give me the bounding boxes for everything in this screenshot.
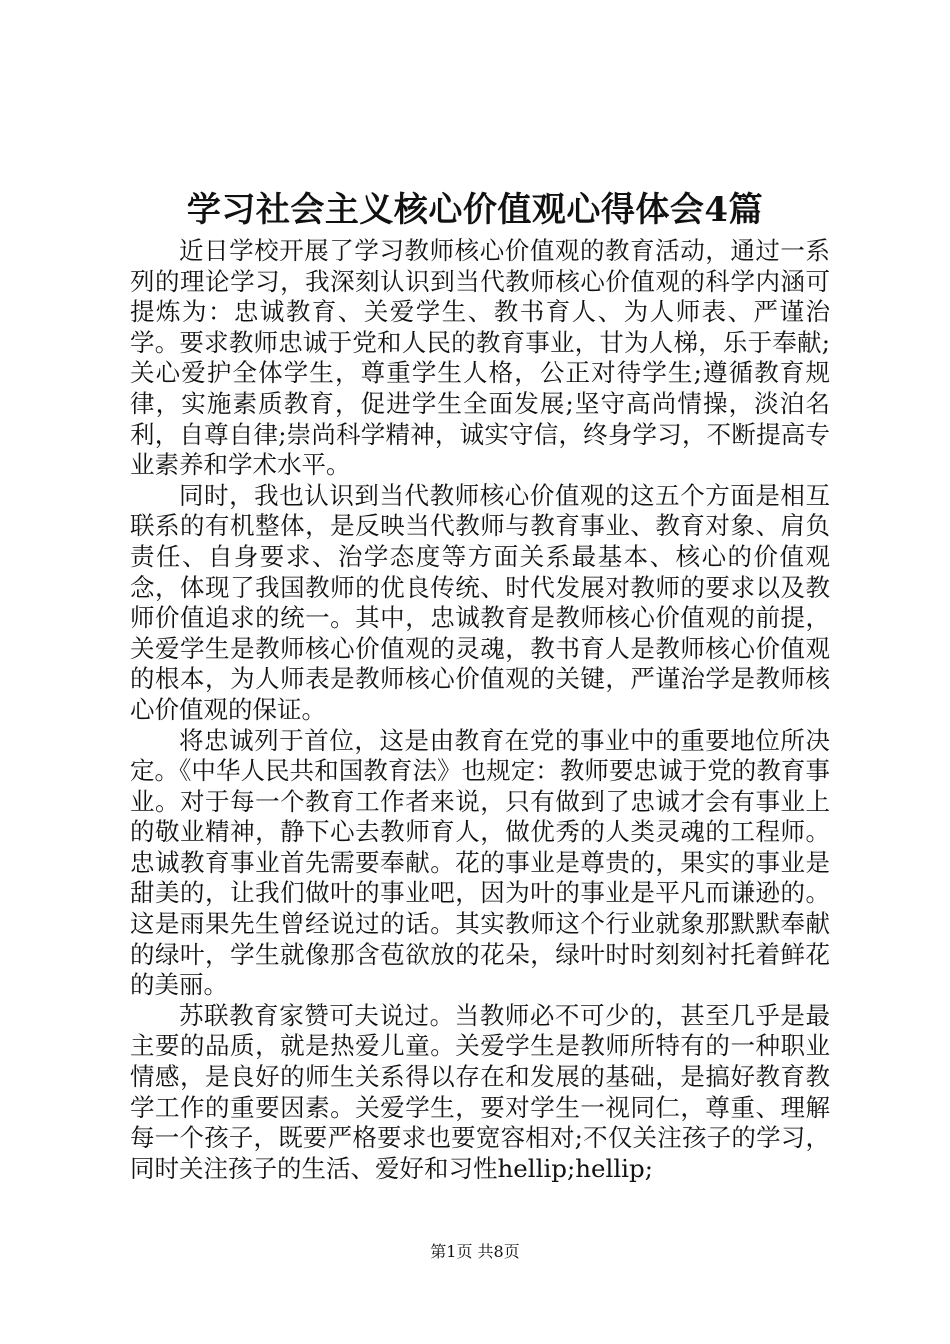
page-indicator: 第1页 共8页 bbox=[430, 1242, 520, 1261]
paragraph-3: 将忠诚列于首位，这是由教育在党的事业中的重要地位所决定。《中华人民共和国教育法》也规定：教师要忠诚于党的教育事业。对于每一个教育工作者来说，只有做到了忠诚才会有事业上的敬业精神，静下心去教师育人，做优秀的人类灵魂的工程师。忠诚教育事业首先需要奉献。花的事业是尊贵的，果实的事业是甜美的，让我们做叶的事业吧，因为叶的事业是平凡而谦逊的。这是雨果先生曾经说过的话。其实教师这个行业就象那默默奉献的绿叶，学生就像那含苞欲放的花朵，绿叶时时刻刻衬托着鲜花的美丽。 bbox=[130, 725, 830, 1000]
paragraph-1: 近日学校开展了学习教师核心价值观的教育活动，通过一系列的理论学习，我深刻认识到当代教师核心价值观的科学内涵可提炼为：忠诚教育、关爱学生、教书育人、为人师表、严谨治学。要求教师忠诚于党和人民的教育事业，甘为人梯，乐于奉献;关心爱护全体学生，尊重学生人格，公正对待学生;遵循教育规律，实施素质教育，促进学生全面发展;坚守高尚情操，淡泊名利，自尊自律;崇尚科学精神，诚实守信，终身学习，不断提高专业素养和学术水平。 bbox=[130, 236, 830, 480]
paragraph-2: 同时，我也认识到当代教师核心价值观的这五个方面是相互联系的有机整体，是反映当代教师与教育事业、教育对象、肩负责任、自身要求、治学态度等方面关系最基本、核心的价值观念，体现了我国教师的优良传统、时代发展对教师的要求以及教师价值追求的统一。其中，忠诚教育是教师核心价值观的前提，关爱学生是教师核心价值观的灵魂，教书育人是教师核心价值观的根本，为人师表是教师核心价值观的关键，严谨治学是教师核心价值观的保证。 bbox=[130, 480, 830, 724]
paragraph-4: 苏联教育家赞可夫说过。当教师必不可少的，甚至几乎是最主要的品质，就是热爱儿童。关爱学生是教师所特有的一种职业情感，是良好的师生关系得以存在和发展的基础，是搞好教育教学工作的重要因素。关爱学生，要对学生一视同仁，尊重、理解每一个孩子，既要严格要求也要宽容相对;不仅关注孩子的学习，同时关注孩子的生活、爱好和习性hellip;hellip; bbox=[130, 1000, 830, 1183]
page-footer bbox=[0, 1241, 950, 1263]
document-body bbox=[130, 236, 830, 1184]
document-title: 学习社会主义核心价值观心得体会4篇 bbox=[186, 190, 764, 230]
